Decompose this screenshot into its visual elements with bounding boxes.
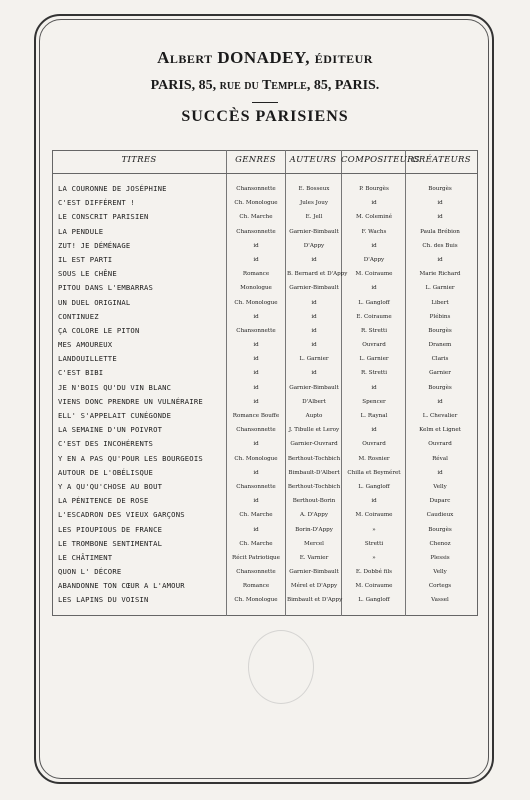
composer-cell: id (371, 498, 377, 505)
genre-cell: id (253, 441, 259, 448)
creator-cell: Garnier (429, 370, 451, 377)
publisher-name: Albert DONADEY, éditeur (157, 48, 373, 67)
author-cell: Garnier-Ouvrard (290, 441, 338, 448)
author-cell: Mercel (304, 540, 324, 547)
composer-cell: Spencer (362, 398, 386, 405)
genre-cell: Ch. Monologue (234, 299, 278, 306)
creator-cell: Marie Richard (419, 271, 461, 278)
creator-cell: Plébins (429, 313, 451, 320)
author-cell: id (311, 313, 317, 320)
table-row (52, 551, 478, 565)
creator-cell: Paula Brébion (420, 228, 460, 235)
table-row (52, 310, 478, 324)
composer-cell: L. Raynal (360, 413, 388, 419)
table-row (52, 281, 478, 295)
composer-cell: M. Coleminé (355, 214, 393, 221)
composer-cell: M. Coiraume (355, 512, 393, 519)
genre-cell: id (253, 313, 259, 320)
composer-cell: D'Appy (363, 256, 385, 263)
author-cell: Jules Jouy (300, 200, 328, 207)
genre-cell: id (253, 242, 259, 249)
composer-cell: Stretti (364, 540, 384, 547)
author-cell: Berthout-Tochbich (287, 483, 341, 490)
author-cell: A. D'Appy (300, 512, 328, 519)
table-row (52, 324, 478, 338)
composer-cell: id (371, 384, 377, 391)
genre-cell: Chansonnette (236, 186, 276, 192)
header-rule (252, 102, 278, 103)
table-row (52, 225, 478, 239)
title-cell: ABANDONNE TON CŒUR A L'AMOUR (58, 581, 185, 591)
composer-cell: E. Coiraume (356, 313, 392, 320)
title-cell: AUTOUR DE L'OBÉLISQUE (58, 467, 154, 477)
genre-cell: Romance (242, 583, 270, 590)
creator-cell: Bourgès (428, 186, 452, 192)
creator-cell: Velly (433, 483, 447, 490)
genre-cell: Ch. Marche (239, 540, 273, 547)
title-cell: Y EN A PAS QU'POUR LES BOURGEOIS (58, 453, 203, 463)
column-header-genres: GENRES (235, 155, 276, 165)
author-cell: Mérel et D'Appy (290, 583, 338, 590)
title-cell: QUON L' DÉCORE (58, 567, 122, 577)
author-cell: Garnier-Bimbault (289, 228, 339, 235)
title-cell: JE N'BOIS QU'DU VIN BLANC (58, 382, 172, 392)
table-row (52, 409, 478, 423)
title-cell: IL EST PARTI (58, 254, 113, 264)
table-row (52, 423, 478, 437)
author-cell: Bimbault-D'Albert (288, 469, 340, 476)
composer-cell: » (372, 554, 376, 561)
creator-cell: id (437, 469, 443, 476)
column-header-auteurs: AUTEURS (289, 155, 337, 165)
title-cell: C'EST DES INCOHÉRENTS (58, 439, 154, 449)
title-cell: CONTINUEZ (58, 311, 99, 321)
table-row (52, 452, 478, 466)
author-cell: J. Tibulle et Leroy (288, 427, 340, 434)
table-body (52, 182, 478, 608)
author-cell: Aupto (305, 413, 323, 419)
table-row (52, 366, 478, 380)
genre-cell: Monologue (240, 285, 272, 292)
title-cell: ELL' S'APPELAIT CUNÉGONDE (58, 411, 172, 420)
title-cell: LE TROMBONE SENTIMENTAL (58, 538, 163, 548)
author-cell: id (311, 370, 317, 377)
composer-cell: R. Stretti (360, 327, 388, 334)
author-cell: Garnier-Bimbault (289, 285, 339, 292)
title-cell: Y A QU'QU'CHOSE AU BOUT (58, 481, 163, 491)
author-cell: E. Jell (305, 214, 323, 221)
title-cell: C'EST BIBI (58, 368, 104, 378)
creator-cell: Réval (432, 455, 448, 462)
author-cell: D'Appy (303, 242, 325, 249)
table-row (52, 239, 478, 253)
genre-cell: id (253, 370, 259, 377)
composer-cell: L. Gangloff (358, 597, 390, 604)
composer-cell: Ouvrard (362, 342, 386, 349)
composer-cell: M. Coiraume (355, 583, 393, 590)
author-cell: Bimbault et D'Appy (287, 597, 343, 604)
genre-cell: Ch. Monologue (234, 455, 278, 462)
composer-cell: M. Coiraume (355, 271, 393, 278)
genre-cell: id (253, 384, 259, 391)
table-row (52, 296, 478, 310)
library-stamp (248, 630, 314, 704)
creator-cell: Duparc (429, 498, 451, 505)
table-row (52, 395, 478, 409)
creator-cell: Dranem (428, 342, 452, 349)
genre-cell: id (253, 498, 259, 505)
composer-cell: » (372, 526, 376, 533)
creator-cell: Ouvrard (428, 441, 452, 448)
creator-cell: Kelm et Lignet (419, 427, 461, 434)
publisher-address: PARIS, 85, rue du Temple, 85, PARIS. (150, 78, 380, 93)
author-cell: id (311, 342, 317, 349)
title-cell: LE CONSCRIT PARISIEN (58, 212, 149, 222)
author-cell: E. Varnier (299, 554, 329, 561)
title-cell: VIENS DONC PRENDRE UN VULNÉRAIRE (58, 396, 203, 406)
genre-cell: Chansonnette (236, 427, 276, 434)
table-row (52, 593, 478, 607)
table-row (52, 579, 478, 593)
creator-cell: Bourgès (428, 384, 452, 391)
title-cell: LES LAPINS DU VOISIN (58, 595, 149, 605)
title-cell: SOUS LE CHÊNE (58, 269, 117, 279)
composer-cell: P. Bourgès (359, 186, 389, 192)
author-cell: Garnier-Bimbault (289, 384, 339, 391)
table-row (52, 565, 478, 579)
author-cell: L. Garnier (299, 356, 329, 363)
creator-cell: Ch. des Buis (422, 242, 458, 249)
author-cell: B. Bernard et D'Appy (287, 271, 348, 278)
author-cell: D'Albert (302, 398, 326, 405)
genre-cell: Chansonnette (236, 228, 276, 235)
table-row (52, 182, 478, 196)
author-cell: Garnier-Bimbault (289, 569, 339, 576)
author-cell: id (311, 327, 317, 334)
title-cell: ÇA COLORE LE PITON (58, 325, 140, 335)
creator-cell: L. Garnier (425, 285, 455, 292)
genre-cell: Ch. Monologue (234, 200, 278, 207)
composer-cell: Chilla et Beyméret (347, 469, 401, 476)
title-cell: UN DUEL ORIGINAL (58, 297, 131, 307)
creator-cell: id (437, 398, 443, 405)
genre-cell: Ch. Marche (239, 512, 273, 519)
title-cell: MES AMOUREUX (58, 340, 113, 350)
composer-cell: R. Stretti (360, 370, 388, 377)
creator-cell: id (437, 200, 443, 207)
creator-cell: id (437, 214, 443, 221)
table-row (52, 523, 478, 537)
creator-cell: Bourgès (428, 526, 452, 533)
title-cell: LA SEMAINE D'UN POIVROT (58, 425, 163, 435)
creator-cell: Chenoz (429, 540, 451, 547)
genre-cell: Récit Patriotique (232, 554, 280, 561)
genre-cell: id (253, 356, 259, 363)
page-title: SUCCÈS PARISIENS (181, 108, 349, 125)
creator-cell: Libert (431, 299, 449, 306)
title-cell: LANDOUILLETTE (58, 354, 117, 364)
author-cell: id (311, 299, 317, 306)
genre-cell: id (253, 398, 259, 405)
composer-cell: id (371, 427, 377, 434)
table-row (52, 508, 478, 522)
genre-cell: Chansonnette (236, 483, 276, 490)
column-header-compositeurs: COMPOSITEURS (341, 155, 420, 165)
title-cell: LA PÉNITENCE DE ROSE (58, 496, 149, 506)
composer-cell: L. Garnier (359, 356, 389, 363)
genre-cell: id (253, 526, 259, 533)
table-row (52, 381, 478, 395)
genre-cell: Ch. Monologue (234, 597, 278, 604)
composer-cell: Ouvrard (362, 441, 386, 448)
creator-cell: Claris (431, 356, 449, 363)
creator-cell: Bourgès (428, 327, 452, 334)
composer-cell: F. Wachs (361, 228, 387, 235)
creator-cell: Plessis (430, 554, 450, 561)
table-row (52, 267, 478, 281)
creator-cell: Cortegs (428, 583, 452, 590)
composer-cell: id (371, 242, 377, 249)
genre-cell: Ch. Marche (239, 214, 273, 221)
author-cell: Borin-D'Appy (295, 526, 333, 533)
table-row (52, 210, 478, 224)
genre-cell: id (253, 256, 259, 263)
title-cell: LA PENDULE (58, 226, 104, 236)
author-cell: Berthout-Borin (292, 498, 336, 505)
composer-cell: L. Gangloff (358, 483, 390, 490)
genre-cell: Chansonnette (236, 569, 276, 576)
title-cell: L'ESCADRON DES VIEUX GARÇONS (58, 510, 185, 520)
composer-cell: L. Gangloff (358, 299, 390, 306)
composer-cell: M. Rosnier (358, 455, 390, 462)
title-cell: LE CHÂTIMENT (58, 552, 113, 562)
creator-cell: L. Chevalier (422, 413, 458, 419)
creator-cell: Velly (433, 569, 447, 576)
genre-cell: id (253, 342, 259, 349)
table-row (52, 466, 478, 480)
table-row (52, 437, 478, 451)
title-cell: C'EST DIFFÉRENT ! (58, 198, 135, 208)
author-cell: E. Bosseux (298, 186, 330, 192)
title-cell: PITOU DANS L'EMBARRAS (58, 283, 154, 293)
table-row (52, 537, 478, 551)
title-cell: LA COURONNE DE JOSÉPHINE (58, 184, 167, 193)
table-row (52, 352, 478, 366)
title-cell: ZUT! JE DÉMÉNAGE (58, 240, 131, 250)
creator-cell: Caudieux (426, 512, 454, 519)
column-header-titres: TITRES (121, 155, 157, 165)
title-cell: LES PIOUPIOUS DE FRANCE (58, 524, 163, 534)
creator-cell: id (437, 256, 443, 263)
composer-cell: id (371, 200, 377, 207)
author-cell: id (311, 256, 317, 263)
composer-cell: E. Dobbé fils (355, 569, 393, 576)
genre-cell: Chansonnette (236, 327, 276, 334)
creator-cell: Vassel (431, 597, 449, 604)
table-row (52, 494, 478, 508)
genre-cell: Romance (242, 271, 270, 278)
table-row (52, 196, 478, 210)
column-header-createurs: CRÉATEURS (412, 155, 471, 165)
header-divider (52, 173, 478, 174)
table-row (52, 253, 478, 267)
table-row (52, 480, 478, 494)
genre-cell: Romance Bouffe (232, 413, 280, 419)
table-row (52, 338, 478, 352)
genre-cell: id (253, 469, 259, 476)
composer-cell: id (371, 285, 377, 292)
author-cell: Berthout-Tochbich (287, 455, 341, 462)
